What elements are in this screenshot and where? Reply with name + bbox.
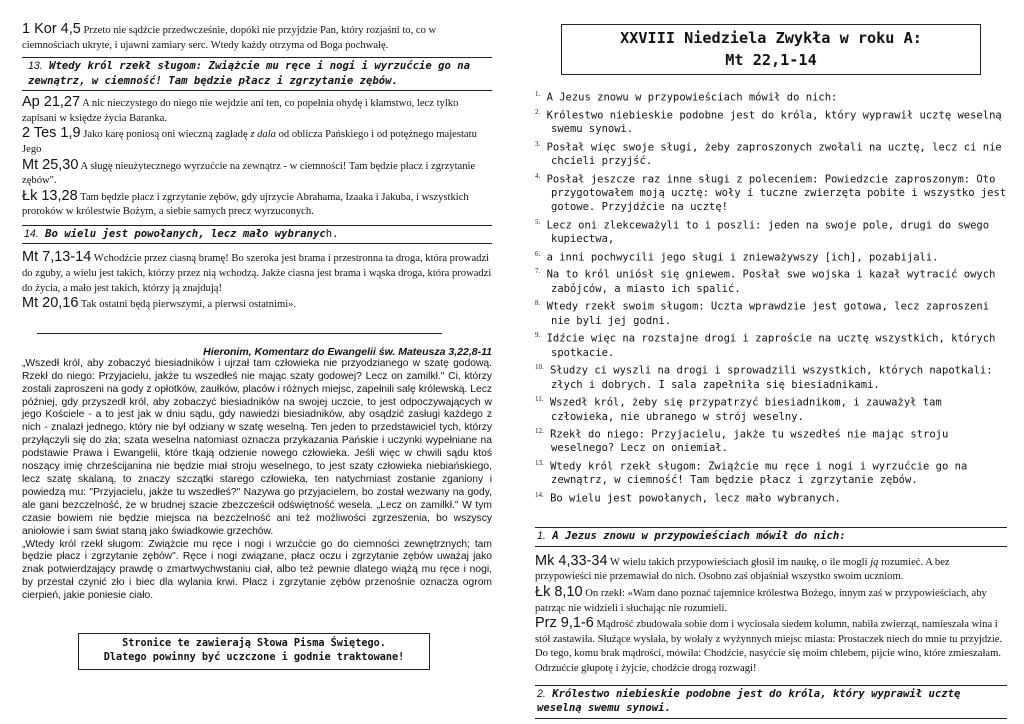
- left-column: [22, 0, 492, 670]
- scripture-reference: Łk 8,10: [535, 583, 583, 600]
- right-column: [535, 0, 1007, 719]
- gospel-verse: $^{5.}$ Lecz oni zlekceważyli to i poszli: jeden na swoje pole, drugi do swego kupiectwa,: [535, 217, 990, 246]
- gospel-text: [535, 87, 1007, 505]
- scripture-reference: Mt 20,16: [22, 295, 79, 312]
- scripture-passage: Ap 21,27 A nic nieczystego do niego nie wejdzie ani ten, co popełnia ohydę i kłamstwo, lecz tylko zapisani w księdze życia Baranka.: [22, 94, 459, 124]
- scripture-reference: Mk 4,33-34: [535, 552, 608, 569]
- gospel-verse: $^{2.}$ Królestwo niebieskie podobne jest do króla, który wyprawił ucztę weselną swemu synowi.: [535, 107, 1002, 136]
- gospel-verse: $^{3.}$ Posłał więc swoje sługi, żeby zaproszonych zwołali na ucztę, lecz ci nie chcieli przyjść.: [535, 139, 1002, 168]
- gospel-verse: $^{8.}$ Wtedy rzekł swoim sługom: Uczta wprawdzie jest gotowa, lecz zaproszeni nie byli jej godni.: [535, 299, 990, 327]
- scripture-reference: Prz 9,1-6: [535, 615, 594, 632]
- gospel-verse: $^{6.}$ a inni pochwycili jego sługi i znieważywszy [ich], pozabijali.: [535, 249, 939, 264]
- scripture-passage: 2 Tes 1,9 Jako karę poniosą oni wieczną zagładę z dala od oblicza Pańskiego i od potężnego majestatu Jego: [22, 125, 477, 155]
- scripture-reference: Mt 25,30: [22, 156, 79, 173]
- gospel-verse: $^{11.}$ Wszedł król, żeby się przypatrzyć biesiadnikom, i zauważył tam człowieka, nie ubranego w strój weselny.: [535, 394, 942, 423]
- scripture-passage: Mt 25,30 A sługę nieużytecznego wyrzućcie na zewnątrz - w ciemności! Tam będzie płacz i zgrzytanie zębów".: [22, 156, 476, 187]
- scripture-reference: 2 Tes 1,9: [22, 125, 81, 142]
- scripture-passage: 1 Kor 4,5 Przeto nie sądźcie przedwcześnie, dopóki nie przyjdzie Pan, który rozjaśni to, co w ciemnościach ukryte, i ujawni zamiary serc. Wtedy każdy otrzyma od Boga pochwałę.: [22, 21, 437, 51]
- gospel-verse: $^{13.}$ Wtedy król rzekł sługom: Zwiążcie mu ręce i nogi i wyrzućcie go na zewnątrz, w ciemność! Tam będzie płacz i zgrzytanie zębów.: [535, 458, 968, 487]
- scripture-passage: Mt 20,16 Tak ostatni będą pierwszymi, a pierwsi ostatnimi».: [22, 295, 297, 312]
- scripture-reference: Mt 7,13-14: [22, 249, 92, 266]
- scripture-passage: Łk 8,10 On rzekł: «Wam dano poznać tajemnice królestwa Bożego, innym zaś w przypowieściach, aby patrząc nie widzieli i słuchając nie rozumieli.: [535, 583, 987, 614]
- scripture-reference: Łk 13,28: [22, 187, 78, 204]
- scripture-reference: 1 Kor 4,5: [22, 21, 81, 37]
- verse-header-2: 2. Królestwo niebieskie podobne jest do króla, który wyprawił ucztę weselną swemu synowi.: [535, 685, 1007, 719]
- gospel-verse: $^{1.}$ A Jezus znowu w przypowieściach mówił do nich:: [535, 90, 838, 104]
- scripture-reference: Ap 21,27: [22, 94, 81, 111]
- gospel-verse: $^{14.}$ Bo wielu jest powołanych, lecz mało wybranych.: [535, 490, 841, 505]
- gospel-verse: $^{9.}$ Idźcie więc na rozstajne drogi i zaproście na ucztę wszystkich, których spotkacie.: [535, 331, 996, 359]
- commentary-author: Hieronim, Komentarz do Ewangelii św. Mateusza 3,22,8-11: [203, 345, 492, 358]
- gospel-verse: $^{4.}$ Posłał jeszcze raz inne sługi z poleceniem: Powiedzcie zaproszonym: Oto przygotowałem moją ucztę: woły i tuczne zwierzęta pobite i wszystko jest gotowe. Przyjdźcie na ucztę!: [535, 171, 1007, 214]
- scripture-passage: Mk 4,33-34 W wielu takich przypowieściach głosił im naukę, o ile mogli ją rozumieć. A bez przypowieści nie przemawiał do nich. Osobno zaś objaśniał wszystko swoim uczniom.: [535, 552, 950, 583]
- scripture-passage: Łk 13,28 Tam będzie płacz i zgrzytanie zębów, gdy ujrzycie Abrahama, Izaaka i Jakuba, i wszystkich proroków w królestwie Bożym, a siebie samych precz wyrzuconych.: [22, 187, 469, 218]
- gospel-verse: $^{7.}$ Na to król uniósł się gniewem. Posłał swe wojska i kazał wytracić owych zabójców, a miasto ich spalić.: [535, 267, 996, 295]
- verse-header-13: 13. Wtedy król rzekł sługom: Zwiążcie mu ręce i nogi i wyrzućcie go na zewnątrz, w ciemność! Tam będzie płacz i zgrzytanie zębów.: [22, 57, 492, 91]
- gospel-verse: $^{10.}$ Słudzy ci wyszli na drogi i sprowadzili wszystkich, których napotkali: złych i dobrych. I sala zapełniła się biesiadnikami.: [535, 362, 993, 391]
- commentary-text: „Wtedy król rzekł sługom: Zwiążcie mu ręce i nogi i wrzućcie go do ciemności zewnętrznych; tam będzie płacz i zgrzytanie zębów". Ręce i nogi związane, płacz oczu i zgrzytanie zębów uważaj jako znak potwierdzający prawdę o zmartwychwstaniu ciał, albo też pewnie dlatego wiążą mu ręce i nogi, by przestał czynić zło i biec dla wylania krwi. Płacz i zgrzytanie zębów przenośnie oznacza ogrom cierpień, jakie poniesie ciało.: [22, 538, 492, 602]
- gospel-verse: $^{12.}$ Rzekł do niego: Przyjacielu, jakże tu wszedłeś nie mając stroju weselnego? Lecz on oniemiał.: [535, 426, 949, 455]
- page-title: XXVIII Niedziela Zwykła w roku A: Mt 22,1-14: [561, 24, 981, 75]
- scripture-passage: Prz 9,1-6 Mądrość zbudowała sobie dom i wyciosała siedem kolumn, nabiła zwierząt, namieszała wina i stół zastawiła. Służące wysłała, by wołały z wyżynnych miejsc miasta: Prostaczek niech do mnie tu przyjdzie. Do tego, komu brak mądrości, mówiła: Chodźcie, nasyćcie się moim chlebem, pijcie wino, które zmieszałam. Odrzućcie głupotę i żyjcie, chodźcie drogą rozwagi!: [535, 615, 1003, 674]
- notice-box: Stronice te zawierają Słowa Pisma Świętego. Dlatego powinny być uczczone i godnie traktowane!: [78, 633, 430, 670]
- scripture-passage: Mt 7,13-14 Wchodźcie przez ciasną bramę! Bo szeroka jest brama i przestronna ta droga, która prowadzi do zguby, a wielu jest takich, którzy przez nią wchodzą. Jakże ciasna jest brama i wąska droga, która prowadzi do życia, a mało jest takich, którzy ją znajdują!: [22, 249, 492, 294]
- commentary-text: „Wszedł król, aby zobaczyć biesiadników i ujrzał tam człowieka nie przyodzianego w szatę godową. Rzekł do niego: Przyjacielu, jakże tu wszedłeś nie mając szaty godowej? Lecz on zamilkł." Ci, którzy zostali zaproszeni na gody z opłotków, zaułków, placów i różnych miejsc, zapełnili salę królewską. Lecz później, gdy przyszedł król, aby zobaczyć biesiadników na swojej uczcie, to jest odpoczywających w jego Kościele - a to jest jak w dniu sądu, gdy nawiedzi biesiadników, aby osądzić zasługi każdego z nich - znalazł jednego, który nie był odziany w szatę weselną. Ten jeden to przedstawiciel tych, którzy przyłączyli się do zła; szata weselna natomiast oznacza przykazania Pańskie i uczynki wypełniane na podstawie Prawa i Ewangelii, które tkają odzienie nowego człowieka. Jeśli więc w chwili sądu ktoś noszący imię chrześcijanina nie będzie miał stroju weselnego, to jest szaty człowieka niebiańskiego, lecz szatę skalaną, to znaczy szczątki starego człowieka, ten natychmiast zostanie zganiony i powiedzą mu: "Przyjacielu, jakże tu wszedłeś?" Nazywa go przyjacielem, bo został wezwany na gody, ale gani bezczelność, że w brudnej szacie zbezcześcił odświętność wesela. „Lecz on zamilkł." W tym czasie bowiem nie będzie miejsca na bezczelność ani też możliwości zgrzeszenia, bo wszyscy aniołowie i sam świat staną jako świadkowie grzechów.: [22, 357, 492, 537]
- verse-header-1: 1. A Jezus znowu w przypowieściach mówił do nich:: [535, 527, 1007, 547]
- verse-header-14: 14. Bo wielu jest powołanych, lecz mało wybranych.: [22, 225, 492, 245]
